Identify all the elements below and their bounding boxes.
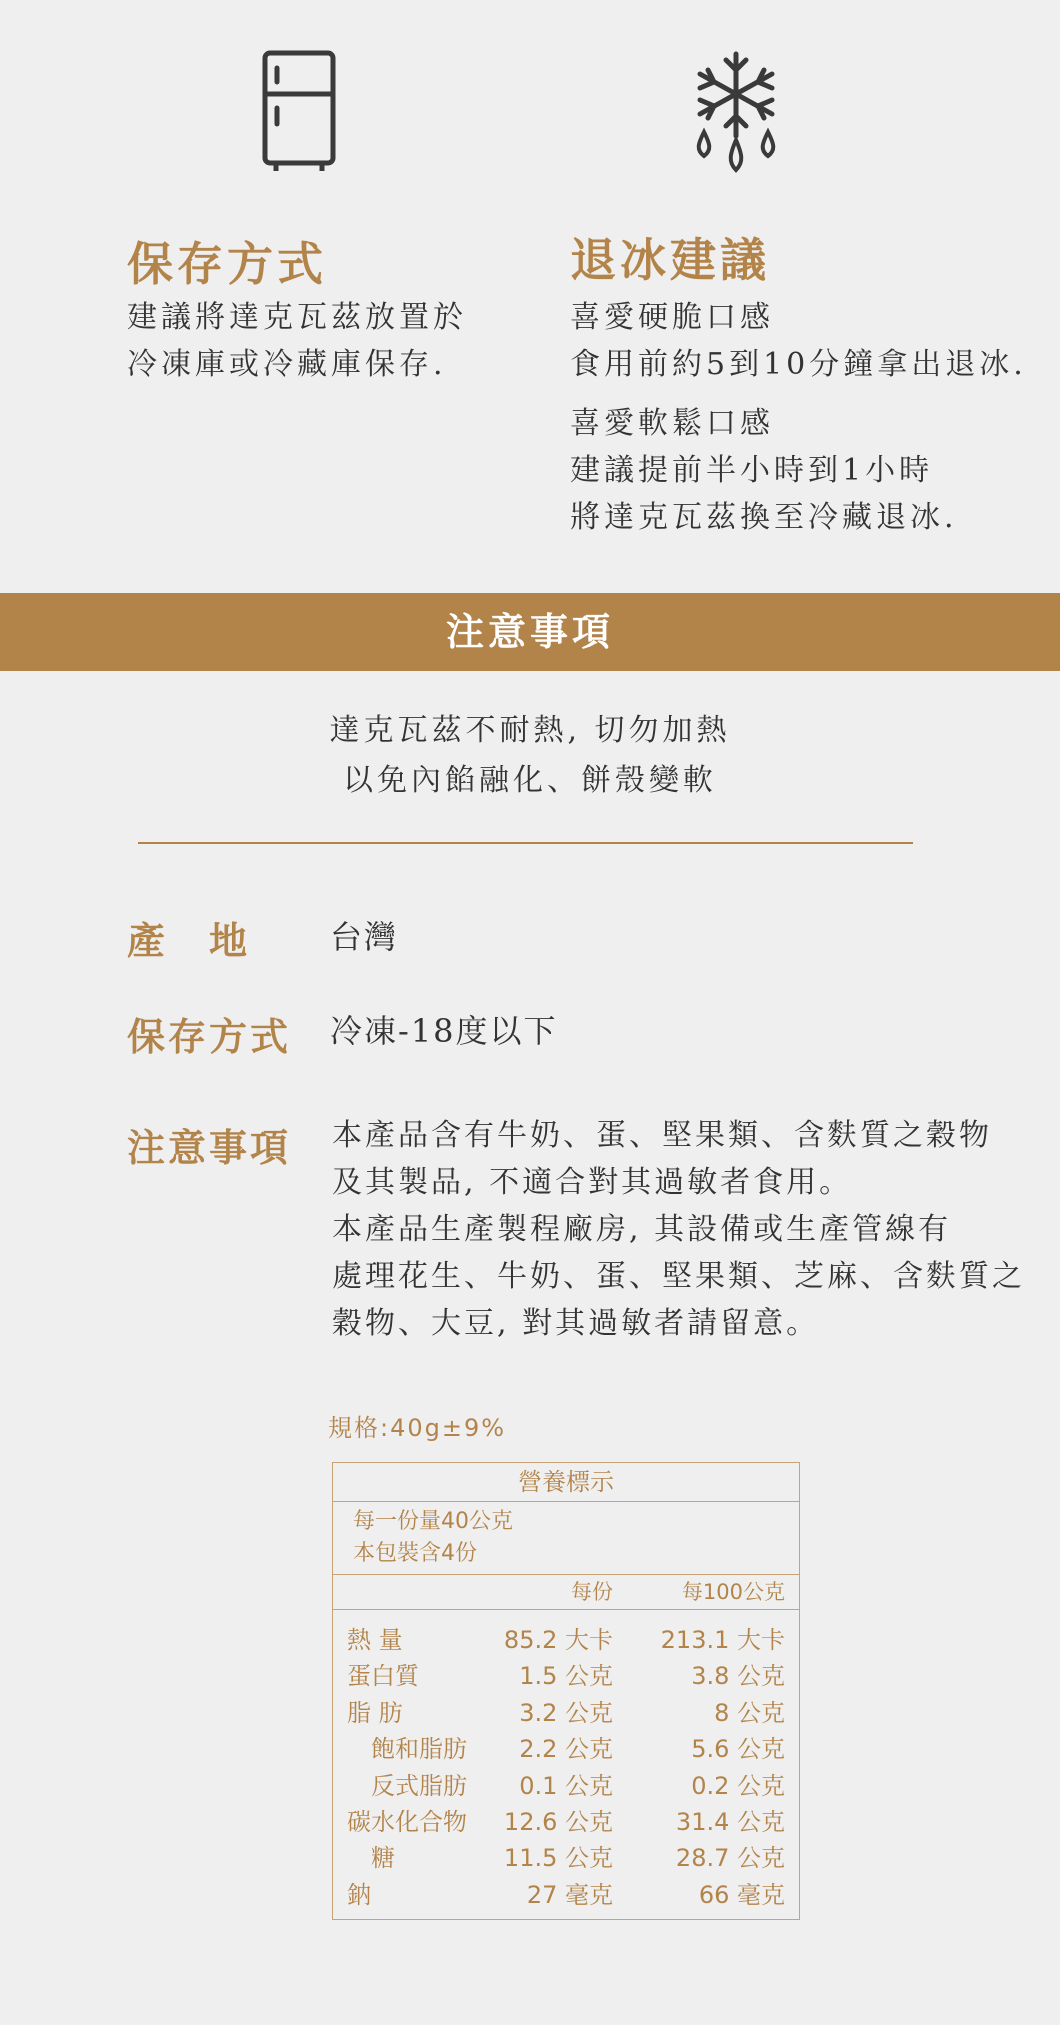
nutrient-per-serving: 11.5 公克 (503, 1844, 613, 1873)
table-row (333, 1840, 799, 1876)
nutrient-name: 飽和脂肪 (347, 1735, 467, 1764)
servings-per-package: 本包裝含4份 (353, 1541, 477, 1566)
storage-text (127, 294, 467, 388)
storage-line: 建議將達克瓦茲放置於 (127, 300, 467, 335)
warning-line: 及其製品, 不適合對其過敏者食用。 (332, 1165, 853, 1200)
nutrient-per-100g: 213.1 大卡 (660, 1626, 785, 1654)
thaw-soft-line: 將達克瓦茲換至冷藏退冰. (570, 500, 958, 535)
nutrient-per-serving: 12.6 公克 (503, 1807, 613, 1836)
serving-size: 每一份量40公克 (353, 1509, 513, 1534)
table-row (333, 1695, 799, 1731)
table-row (333, 1877, 799, 1913)
table-row (333, 1658, 799, 1694)
nutrient-per-serving: 27 毫克 (526, 1880, 613, 1909)
nutrient-name: 反式脂肪 (347, 1771, 467, 1800)
nutrient-name: 糖 (347, 1844, 395, 1873)
column-header (333, 1575, 799, 1610)
thaw-text (570, 294, 1027, 541)
table-row (333, 1622, 799, 1658)
nutrient-name: 碳水化合物 (347, 1807, 467, 1836)
storage-info-label: 保存方式 (127, 1014, 292, 1059)
notice-line: 以免內餡融化、餅殼變軟 (343, 763, 717, 798)
thaw-crisp-text: 食用前約5到10分鐘拿出退冰. (570, 347, 1027, 382)
notice-line: 達克瓦茲不耐熱, 切勿加熱 (329, 713, 731, 748)
table-row (333, 1768, 799, 1804)
nutrient-per-serving: 3.2 公克 (519, 1698, 613, 1727)
snowflake-thaw-icon (690, 50, 782, 176)
col-per-100g: 每100公克 (681, 1580, 785, 1604)
nutrient-per-100g: 5.6 公克 (691, 1735, 785, 1764)
warning-text (332, 1112, 1025, 1347)
warning-line: 本產品含有牛奶、蛋、堅果類、含麩質之穀物 (332, 1118, 992, 1153)
nutrient-per-serving: 85.2 大卡 (503, 1626, 613, 1654)
nutrient-per-serving: 1.5 公克 (519, 1662, 613, 1691)
storage-line: 冷凍庫或冷藏庫保存. (127, 347, 447, 382)
nutrient-per-100g: 3.8 公克 (691, 1662, 785, 1691)
nutrient-per-100g: 8 公克 (714, 1698, 785, 1727)
nutrient-per-100g: 66 毫克 (698, 1880, 785, 1909)
nutrition-title: 營養標示 (333, 1463, 799, 1502)
thaw-title: 退冰建議 (570, 233, 770, 287)
warning-line: 本產品生產製程廠房, 其設備或生產管線有 (332, 1212, 952, 1247)
warning-line: 處理花生、牛奶、蛋、堅果類、芝麻、含麩質之 (332, 1259, 1025, 1294)
warning-label: 注意事項 (127, 1125, 292, 1170)
nutrient-name: 鈉 (347, 1880, 371, 1909)
table-row (333, 1804, 799, 1840)
notice-banner: 注意事項 (0, 593, 1060, 671)
nutrition-rows (333, 1610, 799, 1913)
origin-value: 台灣 (330, 918, 399, 956)
divider (138, 842, 913, 844)
fridge-icon (262, 50, 336, 174)
storage-title: 保存方式 (127, 237, 327, 291)
serving-info (333, 1502, 799, 1575)
thaw-soft-line: 建議提前半小時到1小時 (570, 453, 934, 488)
nutrient-name: 脂 肪 (347, 1698, 403, 1727)
thaw-crisp-title: 喜愛硬脆口感 (570, 300, 774, 335)
table-row (333, 1731, 799, 1767)
nutrient-per-serving: 0.1 公克 (519, 1771, 613, 1800)
nutrition-table (332, 1462, 800, 1920)
nutrient-name: 蛋白質 (347, 1662, 419, 1691)
col-per-serving: 每份 (571, 1580, 613, 1604)
warning-line: 穀物、大豆, 對其過敏者請留意。 (332, 1306, 820, 1341)
nutrient-per-100g: 0.2 公克 (691, 1771, 785, 1800)
nutrient-per-100g: 28.7 公克 (675, 1844, 785, 1873)
thaw-soft-title: 喜愛軟鬆口感 (570, 406, 774, 441)
nutrient-per-serving: 2.2 公克 (519, 1735, 613, 1764)
spec-text: 規格:40g±9% (328, 1414, 507, 1442)
storage-info-value: 冷凍-18度以下 (330, 1012, 558, 1050)
origin-label: 產 地 (127, 918, 251, 963)
nutrient-per-100g: 31.4 公克 (675, 1807, 785, 1836)
nutrient-name: 熱 量 (347, 1626, 403, 1654)
notice-text (0, 706, 1060, 806)
